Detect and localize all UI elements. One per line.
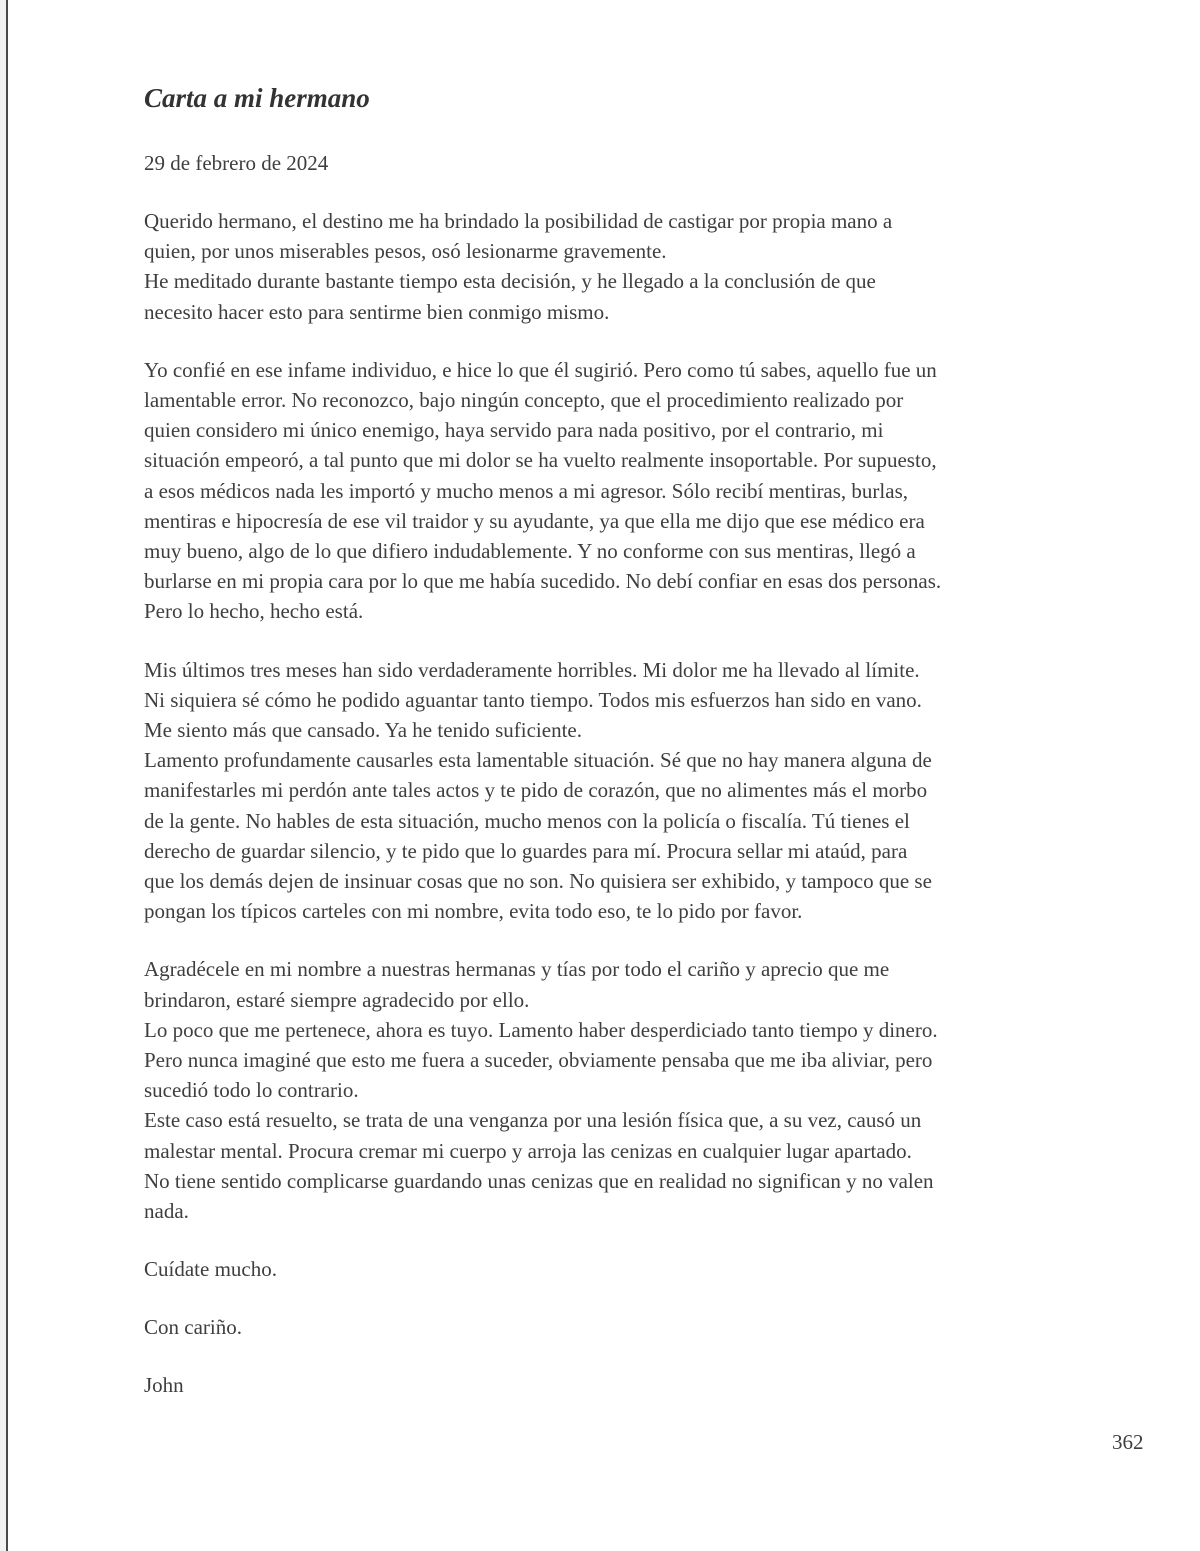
paragraph-2 bbox=[144, 355, 1160, 627]
text-line: Querido hermano, el destino me ha brindado la posibilidad de castigar por propia mano a bbox=[144, 209, 893, 233]
text-line: quien considero mi único enemigo, haya servido para nada positivo, por el contrario, mi bbox=[144, 418, 884, 443]
text-line: He meditado durante bastante tiempo esta decisión, y he llegado a la conclusión de que bbox=[144, 269, 876, 294]
text-line: Me siento más que cansado. Ya he tenido suficiente. bbox=[144, 718, 582, 743]
text-line: burlarse en mi propia cara por lo que me había sucedido. No debí confiar en esas dos personas. bbox=[144, 569, 942, 594]
page-number: 362 bbox=[1112, 1430, 1144, 1454]
text-line: Ni siquiera sé cómo he podido aguantar tanto tiempo. Todos mis esfuerzos han sido en vano. bbox=[144, 687, 922, 712]
text-line: Yo confié en ese infame individuo, e hice lo que él sugirió. Pero como tú sabes, aquello fue un bbox=[144, 357, 937, 382]
document-page bbox=[6, 0, 1200, 1551]
text-line: necesito hacer esto para sentirme bien conmigo mismo. bbox=[144, 299, 610, 324]
text-line: mentiras e hipocresía de ese vil traidor y su ayudante, ya que ella me dijo que ese médico era bbox=[144, 508, 925, 533]
text-line: sucedió todo lo contrario. bbox=[144, 1078, 359, 1103]
text-line: a esos médicos nada les importó y mucho menos a mi agresor. Sólo recibí mentiras, burlas, bbox=[144, 478, 908, 503]
paragraph-4 bbox=[144, 954, 1160, 1226]
letter-title: Carta a mi hermano bbox=[144, 83, 370, 113]
text-line: malestar mental. Procura cremar mi cuerpo y arroja las cenizas en cualquier lugar apartado. bbox=[144, 1138, 912, 1163]
text-line: No tiene sentido complicarse guardando unas cenizas que en realidad no significan y no valen bbox=[144, 1168, 934, 1193]
text-line: nada. bbox=[144, 1199, 189, 1224]
text-line: Pero nunca imaginé que esto me fuera a suceder, obviamente pensaba que me iba aliviar, pero bbox=[144, 1048, 933, 1073]
text-line: situación empeoró, a tal punto que mi dolor se ha vuelto realmente insoportable. Por supuesto, bbox=[144, 448, 937, 473]
text-line: Mis últimos tres meses han sido verdaderamente horribles. Mi dolor me ha llevado al límite. bbox=[144, 657, 920, 682]
text-line: Lo poco que me pertenece, ahora es tuyo. Lamento haber desperdiciado tanto tiempo y dinero. bbox=[144, 1017, 938, 1042]
text-line: Agradécele en mi nombre a nuestras hermanas y tías por todo el cariño y aprecio que me bbox=[144, 957, 890, 982]
paragraph-3 bbox=[144, 655, 1160, 927]
signature: John bbox=[144, 1373, 184, 1398]
text-line: brindaron, estaré siempre agradecido por ello. bbox=[144, 987, 530, 1012]
letter-body bbox=[144, 78, 1160, 1428]
text-line: Pero lo hecho, hecho está. bbox=[144, 599, 364, 624]
text-line: quien, por unos miserables pesos, osó lesionarme gravemente. bbox=[144, 239, 667, 264]
text-line: muy bueno, algo de lo que difiero indudablemente. Y no conforme con sus mentiras, llegó a bbox=[144, 539, 916, 564]
text-line: pongan los típicos carteles con mi nombre, evita todo eso, te lo pido por favor. bbox=[144, 899, 803, 924]
text-line: manifestarles mi perdón ante tales actos y te pido de corazón, que no alimentes más el morbo bbox=[144, 778, 928, 803]
text-line: Este caso está resuelto, se trata de una venganza por una lesión física que, a su vez, causó un bbox=[144, 1108, 922, 1133]
text-line: de la gente. No hables de esta situación, mucho menos con la policía o fiscalía. Tú tienes el bbox=[144, 808, 910, 833]
text-line: que los demás dejen de insinuar cosas que no son. No quisiera ser exhibido, y tampoco que se bbox=[144, 869, 932, 894]
paragraph-1 bbox=[144, 206, 1160, 327]
text-line: lamentable error. No reconozco, bajo ningún concepto, que el procedimiento realizado por bbox=[144, 388, 904, 413]
closing-farewell: Cuídate mucho. bbox=[144, 1257, 277, 1282]
closing-regards: Con cariño. bbox=[144, 1315, 242, 1340]
text-line: Lamento profundamente causarles esta lamentable situación. Sé que no hay manera alguna de bbox=[144, 748, 932, 773]
text-line: derecho de guardar silencio, y te pido que lo guardes para mí. Procura sellar mi ataúd, para bbox=[144, 838, 908, 863]
letter-date: 29 de febrero de 2024 bbox=[144, 151, 329, 175]
